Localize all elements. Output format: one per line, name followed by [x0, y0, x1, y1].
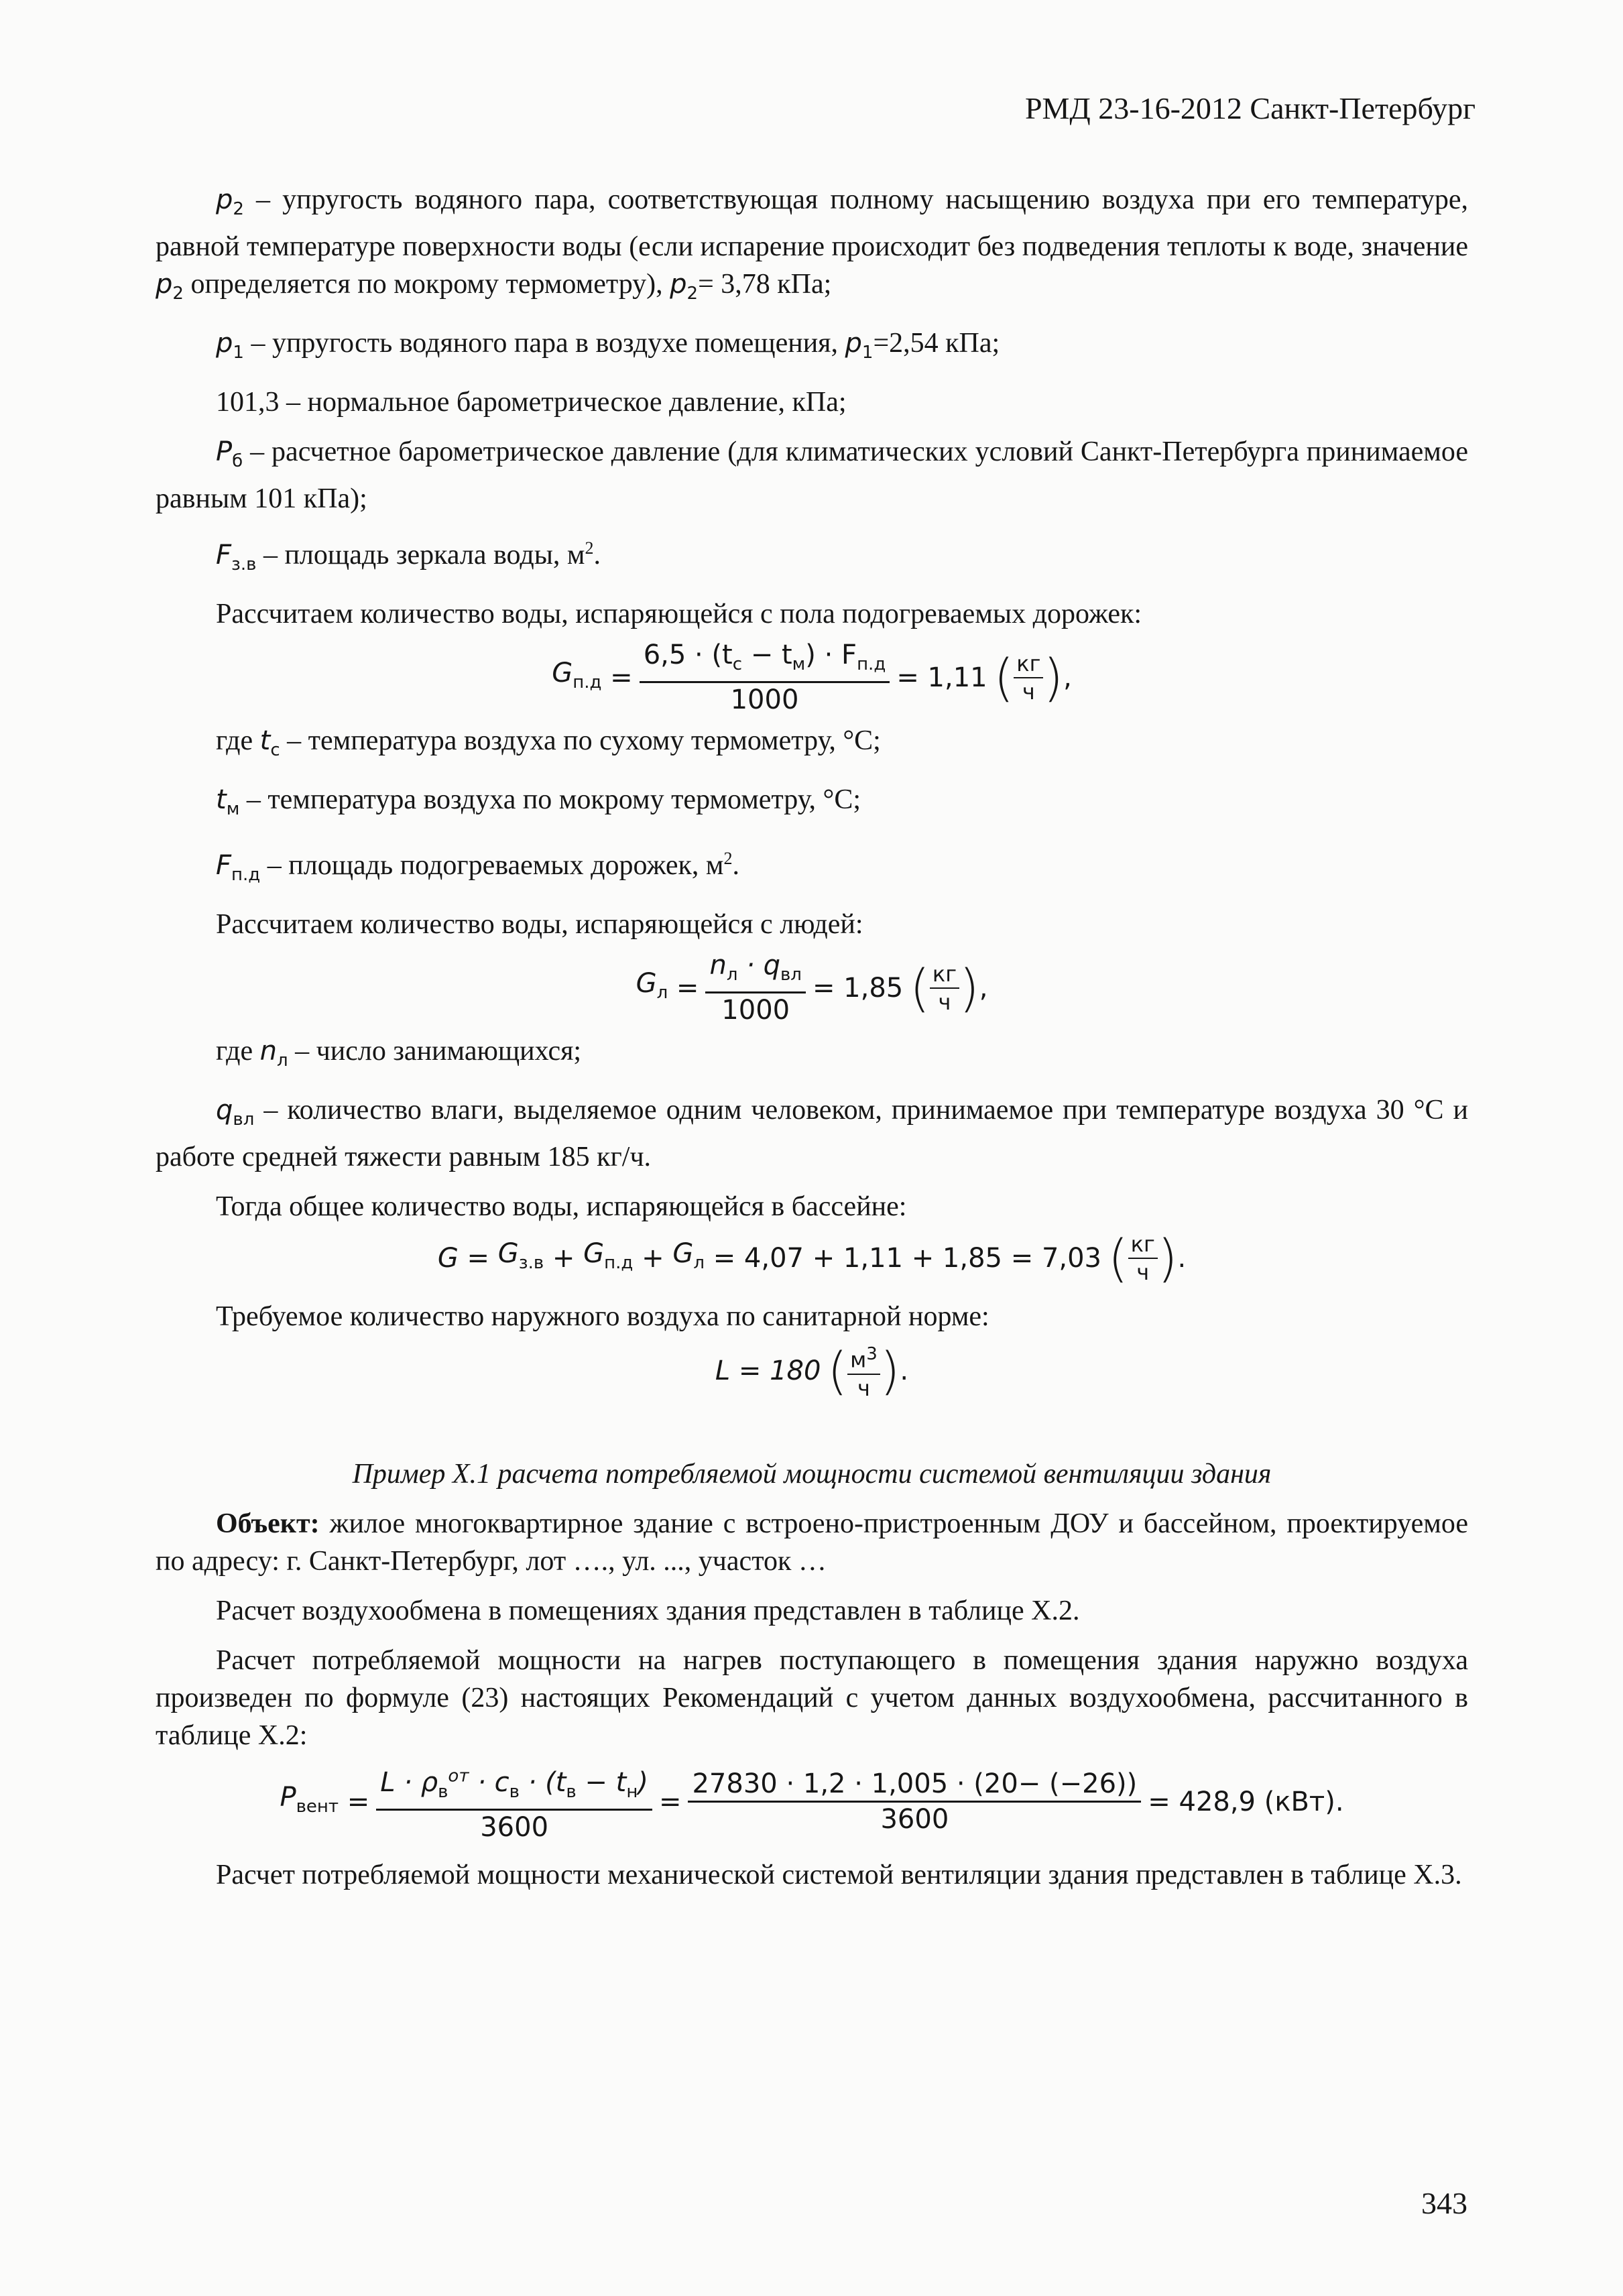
- page-number: 343: [1421, 2186, 1467, 2220]
- p2-definition: $p_2$ – упругость водяного пара, соответствующая полному насыщению воздуха при его температуре, равной температуре поверхности воды (если испарение происходит без подведения теплоты к воде, значение $p_2$ определяется по мокрому термометру), $p_2= 3,78$ кПа;: [156, 184, 1468, 304]
- example-caption: Пример Х.1 расчета потребляемой мощности системой вентиляции здания: [352, 1458, 1272, 1490]
- formula-air: L = 180 ( $\frac{м^3}{ч}$ ) .: [715, 1341, 909, 1401]
- qvl-definition: $q_{вл}$ – количество влаги, выделяемое одним человеком, принимаемое при температуре воздуха 30 °С и работе средней тяжести равным 185 кг/ч.: [156, 1095, 1468, 1172]
- pb-definition: $P_б$ – расчетное барометрическое давление (для климатических условий Санкт-Петербурга принимаемое равным 101 кПа);: [156, 436, 1468, 514]
- total-intro: Тогда общее количество воды, испаряющейся в бассейне:: [216, 1191, 907, 1222]
- document-header: РМД 23-16-2012 Санкт-Петербург: [1024, 91, 1476, 125]
- air-intro: Требуемое количество наружного воздуха по санитарной норме:: [216, 1301, 989, 1332]
- formula-people: $G_л$ = $\frac{n_л \cdot q_{вл}}{1000}$ = 1,85 ( $\frac{кг}{ч}$ ) ,: [636, 950, 988, 1026]
- tc-definition: где $t_c$ – температура воздуха по сухому термометру, °С;: [216, 725, 881, 760]
- tm-definition: $t_м$ – температура воздуха по мокрому термометру, °С;: [216, 784, 861, 819]
- paths-intro: Рассчитаем количество воды, испаряющейся с пола подогреваемых дорожек:: [216, 599, 1142, 629]
- atm-definition: 101,3 – нормальное барометрическое давление, кПа;: [216, 387, 847, 418]
- nl-definition: где $n_л$ – число занимающихся;: [216, 1036, 582, 1071]
- heating-paragraph: Расчет потребляемой мощности на нагрев поступающего в помещения здания наружно воздуха произведен по формуле (23) настоящих Рекомендаций с учетом данных воздухообмена, рассчитанного в таблице Х.2:: [156, 1644, 1468, 1751]
- people-intro: Рассчитаем количество воды, испаряющейся с людей:: [216, 909, 863, 940]
- formula-power: $P_{вент}$ = $\frac{L \cdot \rho_в^{от} \cdot c_в \cdot (t_в - t_н)}{3600}$ = $\frac{27830 \cdot 1,2 \cdot 1,005 \cdot (20- (-26))}{3600}$ = 428,9 (кВт).: [156, 1760, 1468, 1844]
- p1-definition: $p_1$ – упругость водяного пара в воздухе помещения, $p_1=2,54$ кПа;: [216, 328, 1000, 363]
- page-body: [156, 181, 1468, 1894]
- object-paragraph: Объект: жилое многоквартирное здание с встроено-пристроенным ДОУ и бассейном, проектируемое по адресу: г. Санкт-Петербург, лот …., ул. ..., участок …: [156, 1508, 1468, 1577]
- table-x2-paragraph: Расчет воздухообмена в помещениях здания представлен в таблице Х.2.: [216, 1595, 1080, 1626]
- mech-paragraph: Расчет потребляемой мощности механической системой вентиляции здания представлен в таблице Х.3.: [216, 1859, 1462, 1890]
- p2-symbol: $p_2$: [216, 184, 244, 219]
- formula-total: G = $G_{з.в}$ + $G_{п.д}$ + $G_л$ = 4,07 + 1,11 + 1,85 = 7,03 ( $\frac{кг}{ч}$ ) .: [437, 1228, 1187, 1288]
- f-definition: $F_{з.в}$ – площадь зеркала воды, $м^2$.: [216, 538, 601, 575]
- fpd-definition: $F_{п.д}$ – площадь подогреваемых дорожек, $м^2$.: [216, 849, 739, 885]
- formula-paths: $G_{п.д}$ = $\frac{6,5 \cdot (t_c - t_м) \cdot F_{п.д}}{1000}$ = 1,11 ( $\frac{кг}{ч}$ ) ,: [552, 640, 1072, 715]
